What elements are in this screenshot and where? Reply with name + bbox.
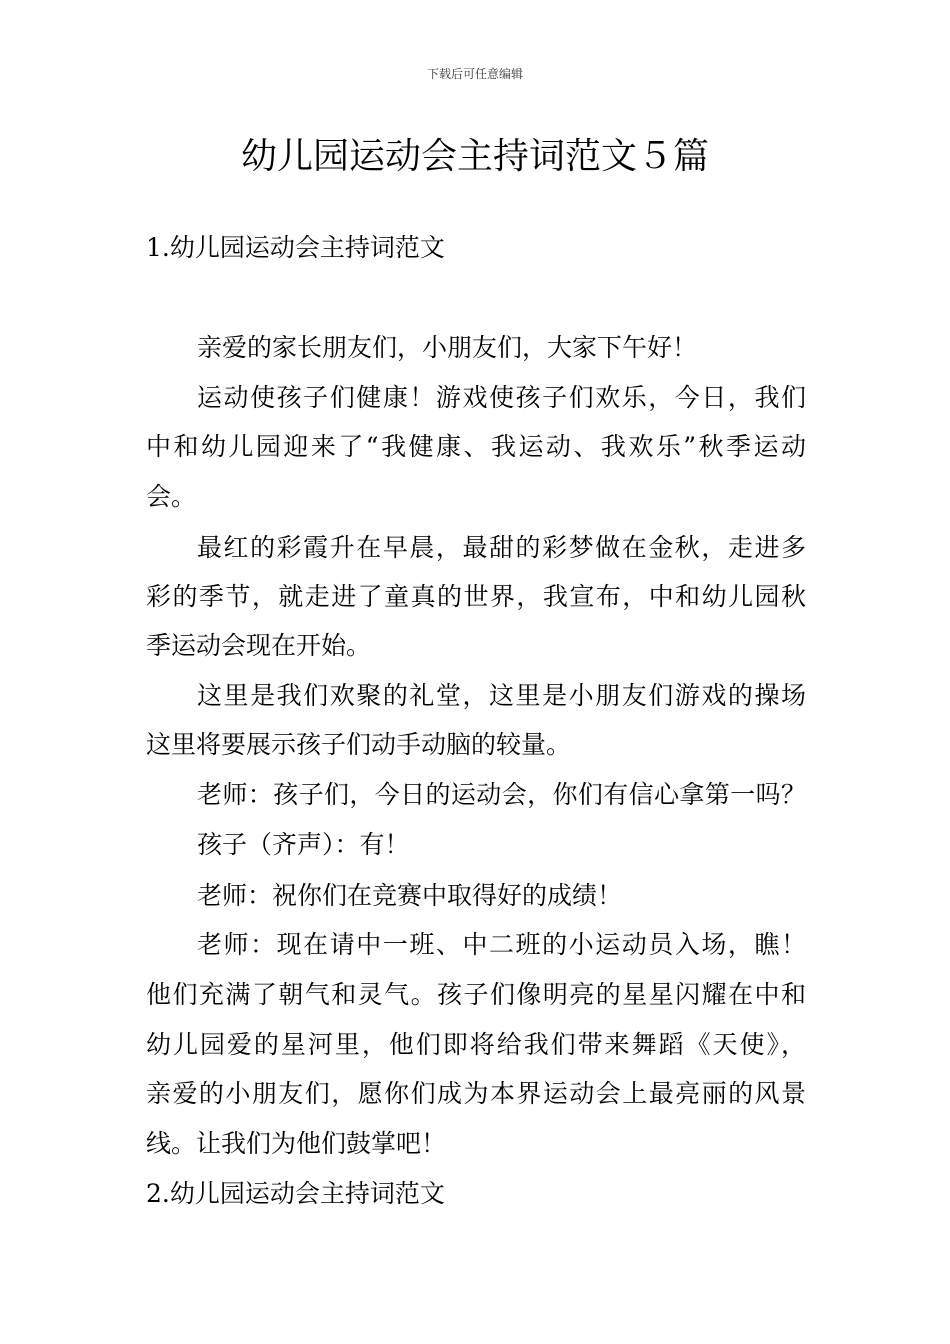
paragraph-line: 幼儿园爱的星河里，他们即将给我们带来舞蹈《天使》， — [146, 1030, 806, 1059]
paragraph-line: 这里是我们欢聚的礼堂，这里是小朋友们游戏的操场 — [197, 681, 806, 710]
paragraph-line: 会。 — [146, 482, 197, 511]
paragraph-line: 老师：现在请中一班、中二班的小运动员入场，瞧！ — [197, 930, 806, 959]
paragraph-line: 季运动会现在开始。 — [146, 631, 372, 660]
paragraph-line: 彩的季节，就走进了童真的世界，我宣布，中和幼儿园秋 — [146, 582, 806, 611]
paragraph-line: 运动使孩子们健康！游戏使孩子们欢乐，今日，我们 — [197, 383, 806, 412]
paragraph-line: 最红的彩霞升在早晨，最甜的彩梦做在金秋，走进多 — [197, 533, 806, 562]
paragraph-line: 中和幼儿园迎来了“我健康、我运动、我欢乐”秋季运动 — [146, 432, 806, 461]
paragraph-line: 亲爱的家长朋友们，小朋友们，大家下午好！ — [197, 333, 698, 362]
paragraph-line: 这里将要展示孩子们动手动脑的较量。 — [146, 730, 572, 759]
paragraph-line: 他们充满了朝气和灵气。孩子们像明亮的星星闪耀在中和 — [146, 980, 806, 1009]
paragraph-line: 老师：祝你们在竞赛中取得好的成绩！ — [197, 881, 623, 910]
paragraph-line: 线。让我们为他们鼓掌吧！ — [146, 1129, 447, 1158]
paragraph-line: 亲爱的小朋友们，愿你们成为本界运动会上最亮丽的风景 — [146, 1079, 806, 1108]
document-title: 幼儿园运动会主持词范文５篇 — [240, 136, 709, 177]
section-heading: 1.幼儿园运动会主持词范文 — [146, 233, 445, 262]
section-heading: 2.幼儿园运动会主持词范文 — [146, 1179, 445, 1208]
paragraph-line: 老师：孩子们，今日的运动会，你们有信心拿第一吗？ — [197, 780, 806, 809]
paragraph-line: 孩子（齐声）：有！ — [197, 830, 410, 859]
header-note: 下载后可任意编辑 — [426, 67, 523, 81]
